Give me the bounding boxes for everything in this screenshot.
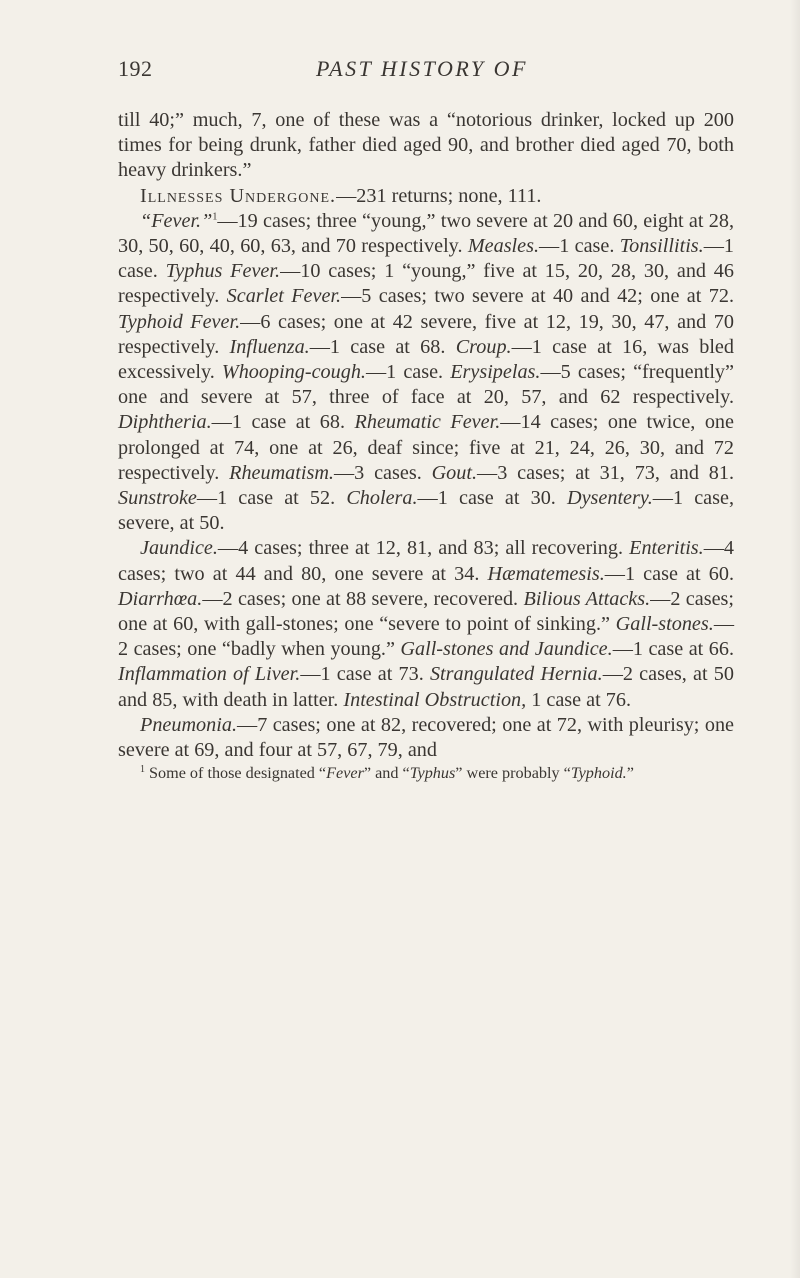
- page-header: [118, 56, 726, 86]
- disease-term: Typhoid.: [570, 764, 627, 783]
- disease-term: Rheumatic Fever.: [354, 411, 501, 434]
- disease-term: “Fever.”: [140, 209, 213, 232]
- disease-term: Fever: [326, 764, 364, 783]
- disease-term: Typhoid Fever.: [118, 310, 241, 333]
- disease-term: Dysentery.: [567, 487, 653, 510]
- disease-term: Pneumonia.: [140, 713, 237, 736]
- disease-term: Intestinal Obstruction,: [343, 688, 527, 711]
- disease-term: Hæmatemesis.: [487, 562, 605, 585]
- paragraph-continuation: till 40;” much, 7, one of these was a “notorious drinker, locked up 200 times for being drunk, father died aged 90, and brother died aged 70, both heavy drinkers.”: [118, 109, 734, 182]
- disease-term: Croup.: [455, 335, 512, 358]
- disease-term: Typhus: [409, 764, 456, 783]
- disease-term: Jaundice.: [140, 537, 218, 560]
- page-edge-shadow: [790, 0, 800, 1278]
- page-number: 192: [118, 56, 153, 81]
- disease-term: Cholera.: [346, 487, 418, 510]
- disease-term: Enteritis.: [629, 537, 704, 560]
- disease-term: Influenza.: [229, 335, 310, 358]
- disease-term: Diarrhœa.: [118, 587, 203, 610]
- disease-term: Whooping-cough.: [221, 361, 366, 384]
- running-head: PAST HISTORY OF: [316, 56, 528, 81]
- disease-term: Strangulated Hernia.: [429, 663, 603, 686]
- paragraph-pneumonia: Pneumonia.—7 cases; one at 82, recovered; one at 72, with pleurisy; one severe at 69, and four at 57, 67, 79, and: [118, 713, 734, 762]
- disease-term: Scarlet Fever.: [226, 285, 342, 308]
- disease-term: Bilious Attacks.: [523, 587, 651, 610]
- paragraph-digestive: Jaundice.—4 cases; three at 12, 81, and 83; all recovering. Enteritis.—4 cases; two at 44 and 80, one severe at 34. Hæmatemesis.—1 case at 60. Diarrhœa.—2 cases; one at 88 severe, recovered. Bilious Attacks.—2 cases; one at 60, with gall-stones; one “severe to point of sinking.” Gall-stones.—2 cases; one “badly when young.” Gall-stones and Jaundice.—1 case at 66. Inflammation of Liver.—1 case at 73. Strangulated Hernia.—2 cases, at 50 and 85, with death in latter. Intestinal Obstruction, 1 case at 76.: [118, 537, 735, 711]
- section-heading: Illnesses Undergone.: [140, 184, 337, 207]
- disease-term: Erysipelas.: [450, 361, 541, 384]
- disease-term: Diphtheria.: [118, 411, 212, 434]
- disease-term: Measles.: [467, 235, 540, 258]
- footnote-mark: 1: [140, 763, 145, 775]
- disease-term: Gout.: [431, 461, 478, 484]
- paragraph-fevers: “Fever.”$^1$—19 cases; three “young,” two severe at 20 and 60, eight at 28, 30, 50, 60, 40, 60, 63, and 70 respectively. Measles.—1 case. Tonsillitis.—1 case. Typhus Fever.—10 cases; 1 “young,” five at 15, 20, 28, 30, and 46 respectively. Scarlet Fever.—5 cases; two severe at 40 and 42; one at 72. Typhoid Fever.—6 cases; one at 42 severe, five at 12, 19, 30, 47, and 70 respectively. Influenza.—1 case at 68. Croup.—1 case at 16, was bled excessively. Whooping-cough.—1 case. Erysipelas.—5 cases; “frequently” one and severe at 57, three of face at 20, 57, and 62 respectively. Diphtheria.—1 case at 68. Rheumatic Fever.—14 cases; one twice, one prolonged at 74, one at 26, deaf since; five at 21, 24, 26, 30, and 72 respectively. Rheumatism.—3 cases. Gout.—3 cases; at 31, 73, and 81. Sunstroke—1 case at 52. Cholera.—1 case at 30. Dysentery.—1 case, severe, at 50.: [118, 209, 735, 535]
- disease-term: Gall-stones.: [615, 613, 714, 636]
- paragraph-illnesses-undergone: Illnesses Undergone.—231 returns; none, 111.: [140, 184, 542, 207]
- footnote: $^1$ Some of those designated “Fever” and “Typhus” were probably “Typhoid.”: [140, 763, 634, 783]
- disease-term: Rheumatism.: [229, 461, 334, 484]
- body-text: [118, 108, 734, 784]
- disease-term: Inflammation of Liver.: [118, 663, 301, 686]
- disease-term: Tonsillitis.: [619, 235, 704, 258]
- disease-term: Sunstroke: [118, 487, 197, 510]
- footnote-reference: 1: [212, 211, 218, 223]
- disease-term: Gall-stones and Jaundice.: [400, 638, 613, 661]
- disease-term: Typhus Fever.: [165, 260, 281, 283]
